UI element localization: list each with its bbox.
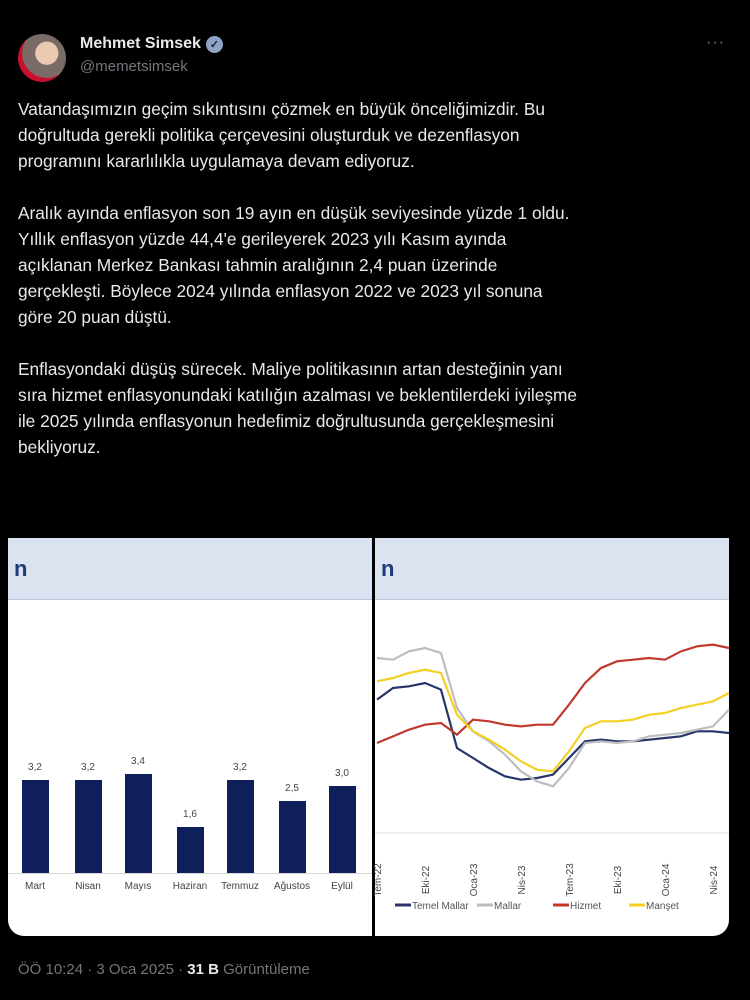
views-label: Görüntüleme bbox=[218, 961, 310, 978]
x-tick-label: Oca-24 bbox=[661, 863, 672, 897]
chart-title: n bbox=[14, 556, 28, 581]
legend-label: Manşet bbox=[646, 901, 679, 912]
chart-title: n bbox=[381, 556, 395, 581]
series-line-temel-mallar bbox=[377, 683, 729, 780]
x-tick-label: Temmuz bbox=[221, 881, 259, 892]
x-axis bbox=[8, 873, 372, 874]
data-label: 2,5 bbox=[285, 782, 299, 794]
timestamp[interactable]: ÖÖ 10:24 · 3 Oca 2025 · bbox=[18, 961, 188, 978]
tweet-text bbox=[18, 96, 738, 486]
series-line-mallar bbox=[377, 648, 729, 786]
bar bbox=[279, 801, 306, 874]
bar-chart-image[interactable] bbox=[8, 538, 372, 936]
x-tick-label: Tem-22 bbox=[373, 863, 384, 897]
data-label: 3,0 bbox=[335, 768, 349, 779]
tweet-meta bbox=[18, 961, 310, 978]
bar bbox=[177, 827, 204, 873]
x-tick-label: Nisan bbox=[75, 881, 101, 892]
x-tick-label: Ağustos bbox=[273, 881, 311, 892]
tweet-media[interactable] bbox=[8, 538, 729, 936]
view-count: 31 B bbox=[187, 961, 219, 978]
x-tick-label: Eki-23 bbox=[613, 865, 624, 895]
x-tick-label: Nis-23 bbox=[517, 865, 528, 895]
author-name[interactable]: Mehmet Simsek ✓ bbox=[80, 35, 223, 53]
chart-header bbox=[8, 538, 372, 600]
legend-label: Temel Mallar bbox=[412, 901, 469, 912]
paragraph: Vatandaşımızın geçim sıkıntısını çözmek en büyük önceliğimizdir. Bu doğrultuda gerekli politika çerçevesini oluşturduk ve dezenflasyon programını kararlılıkla uygulamaya devam ediyoruz. bbox=[18, 99, 545, 171]
bar bbox=[125, 774, 152, 873]
bar bbox=[22, 780, 49, 873]
more-options-icon[interactable]: ··· bbox=[706, 34, 725, 51]
data-label: 1,6 bbox=[183, 808, 197, 820]
line-chart-image[interactable] bbox=[375, 538, 729, 936]
legend-label: Mallar bbox=[494, 901, 522, 912]
data-label: 3,2 bbox=[28, 762, 42, 774]
avatar[interactable] bbox=[18, 34, 66, 82]
x-tick-label: Oca-23 bbox=[469, 863, 480, 897]
x-tick-label: Mayıs bbox=[124, 881, 152, 892]
author-handle[interactable]: @memetsimsek bbox=[80, 58, 188, 75]
legend-label: Hizmet bbox=[570, 901, 602, 912]
verified-badge-icon: ✓ bbox=[206, 36, 223, 53]
paragraph: Aralık ayında enflasyon son 19 ayın en düşük seviyesinde yüzde 1 oldu. Yıllık enflasyon yüzde 44,4'e gerileyerek 2023 yılı Kasım ayında açıklanan Merkez Bankası tahmin aralığının 2,4 puan üzerinde gerçekleşti. Böylece 2024 yılında enflasyon 2022 ve 2023 yıl sonuna göre 20 puan düştü. bbox=[18, 203, 570, 327]
bar bbox=[75, 780, 102, 873]
bar bbox=[329, 786, 356, 873]
data-label: 3,4 bbox=[131, 756, 145, 768]
x-tick-label: Eki-22 bbox=[421, 865, 432, 895]
x-tick-label: Haziran bbox=[172, 881, 208, 892]
bar bbox=[227, 780, 254, 873]
series-line-hizmet bbox=[377, 645, 729, 743]
line-chart bbox=[375, 538, 729, 936]
x-tick-label: Mart bbox=[25, 881, 45, 892]
x-tick-label: Nis-24 bbox=[709, 865, 720, 895]
x-tick-label: Tem-23 bbox=[565, 863, 576, 897]
data-label: 3,2 bbox=[233, 762, 247, 774]
x-tick-label: Eylül bbox=[331, 881, 353, 892]
paragraph: Enflasyondaki düşüş sürecek. Maliye politikasının artan desteğinin yanı sıra hizmet enflasyonundaki katılığın azalması ve beklentilerdeki iyileşme ile 2025 yılında enflasyonun hedefimiz doğrultusunda gerçekleşmesini bekliyoruz. bbox=[18, 359, 578, 457]
data-label: 3,2 bbox=[81, 762, 95, 774]
